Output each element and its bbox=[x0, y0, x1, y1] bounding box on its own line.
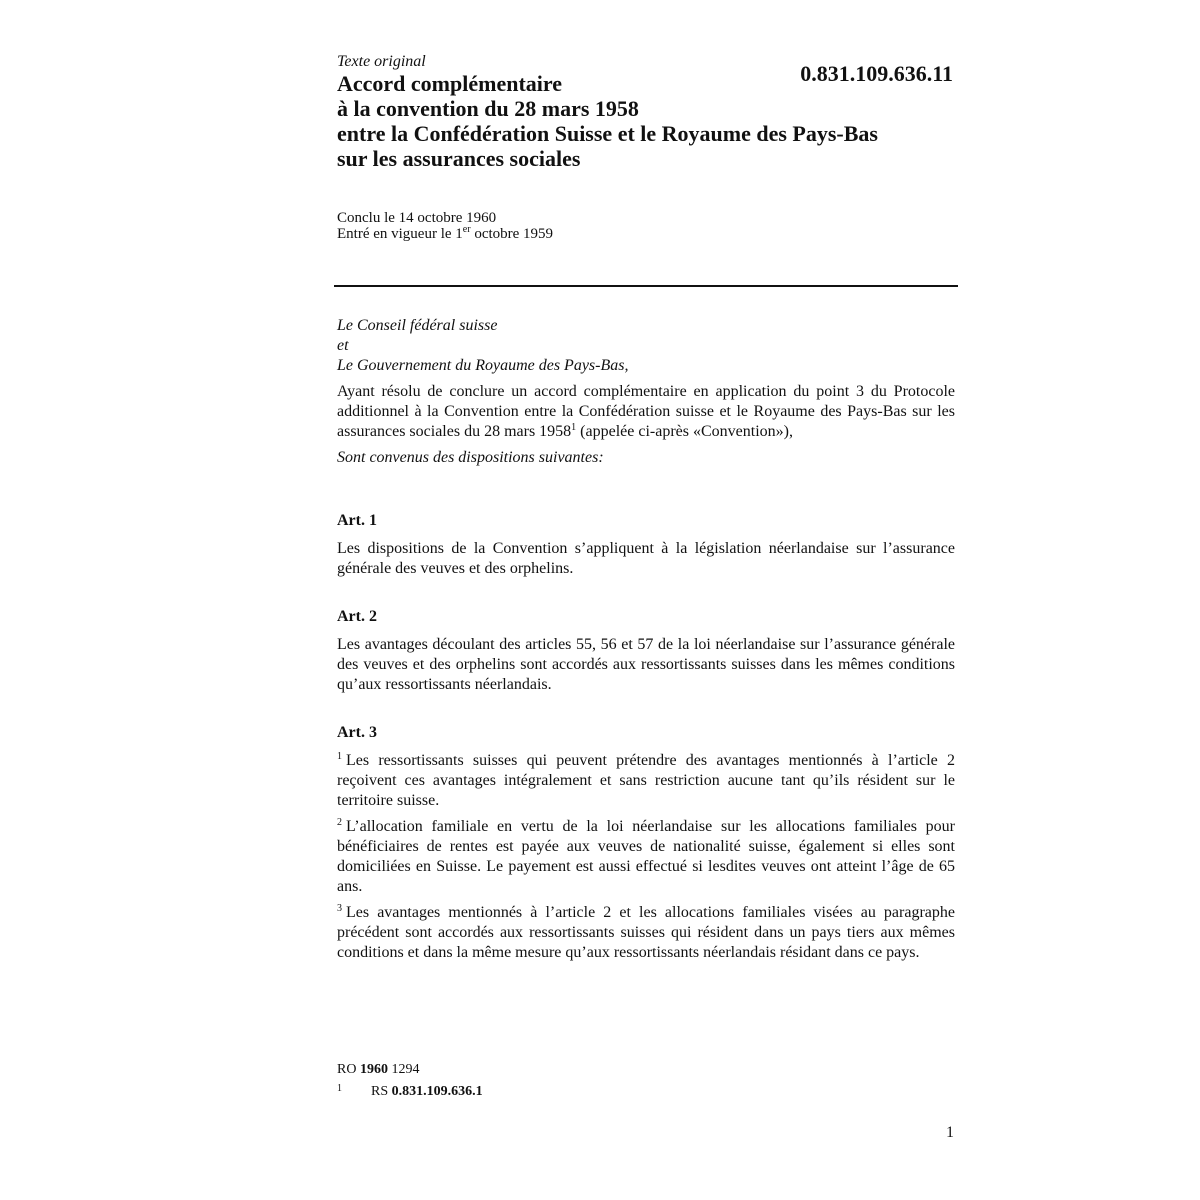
title-line: à la convention du 28 mars 1958 bbox=[337, 96, 639, 121]
article-3-paragraph-3: $^3$ Les avantages mentionnés à l’article 2 et les allocations familiales visées au paragraphe précédent sont accordés aux ressortissants suisses qui résident dans un pays tiers aux mêmes conditions et dans la même mesure qu’aux ressortissants néerlandais résidant dans ce pays. bbox=[337, 903, 955, 961]
ro-reference: RO 1960 1294 bbox=[337, 1062, 420, 1077]
footnotes bbox=[337, 1060, 483, 1101]
document-header bbox=[337, 52, 957, 242]
title-line: Accord complémentaire bbox=[337, 71, 563, 96]
article-1-title: Art. 1 bbox=[337, 512, 377, 529]
party-2: Le Gouvernement du Royaume des Pays-Bas, bbox=[337, 357, 629, 374]
article-1-text: Les dispositions de la Convention s’appliquent à la législation néerlandaise sur l’assurance générale des veuves et des orphelins. bbox=[337, 540, 955, 577]
texte-original-label: Texte original bbox=[337, 53, 426, 70]
in-force-date: Entré en vigueur le 1er octobre 1959 bbox=[337, 224, 554, 242]
document-number: 0.831.109.636.11 bbox=[800, 61, 953, 86]
dates-block bbox=[337, 210, 957, 242]
article-3-paragraph-2: $^2$ L’allocation familiale en vertu de la loi néerlandaise sur les allocations familiales pour bénéficiaires de rentes est payée aux veuves de nationalité suisse, également si elles sont domiciliées en Suisse. Le payement est aussi effectué si lesdites veuves ont atteint l’âge de 65 ans. bbox=[337, 817, 955, 895]
footnote-ref: 1 bbox=[571, 422, 577, 433]
preamble-resolution: Ayant résolu de conclure un accord complémentaire en application du point 3 du Protocole additionnel à la Convention entre la Confédération suisse et le Royaume des Pays-Bas sur les assurances sociales du 28 mars 1958$^1$ (appelée ci-après «Convention»), bbox=[337, 383, 955, 440]
concluded-date: Conclu le 14 octobre 1960 bbox=[337, 210, 497, 226]
title-line: sur les assurances sociales bbox=[337, 146, 581, 171]
title-line: entre la Confédération Suisse et le Royaume des Pays-Bas bbox=[337, 121, 878, 146]
preamble-agreed: Sont convenus des dispositions suivantes: bbox=[337, 449, 604, 466]
article-2-title: Art. 2 bbox=[337, 608, 377, 625]
footnote-1: 1 RS 0.831.109.636.1 bbox=[337, 1083, 483, 1099]
article-2-text: Les avantages découlant des articles 55, 56 et 57 de la loi néerlandaise sur l’assurance générale des veuves et des orphelins sont accordés aux ressortissants suisses dans les mêmes conditions qu’aux ressortissants néerlandais. bbox=[337, 636, 955, 693]
document-body bbox=[337, 316, 955, 963]
party-1: Le Conseil fédéral suisse bbox=[337, 317, 498, 334]
page-number: 1 bbox=[946, 1124, 954, 1141]
party-conjunction: et bbox=[337, 337, 349, 354]
article-3-title: Art. 3 bbox=[337, 724, 377, 741]
horizontal-rule bbox=[334, 285, 958, 287]
article-3-paragraph-1: $^1$ Les ressortissants suisses qui peuvent prétendre des avantages mentionnés à l’article 2 reçoivent ces avantages intégralement et sans restriction aucune tant qu’ils résident sur le territoire suisse. bbox=[337, 751, 955, 809]
